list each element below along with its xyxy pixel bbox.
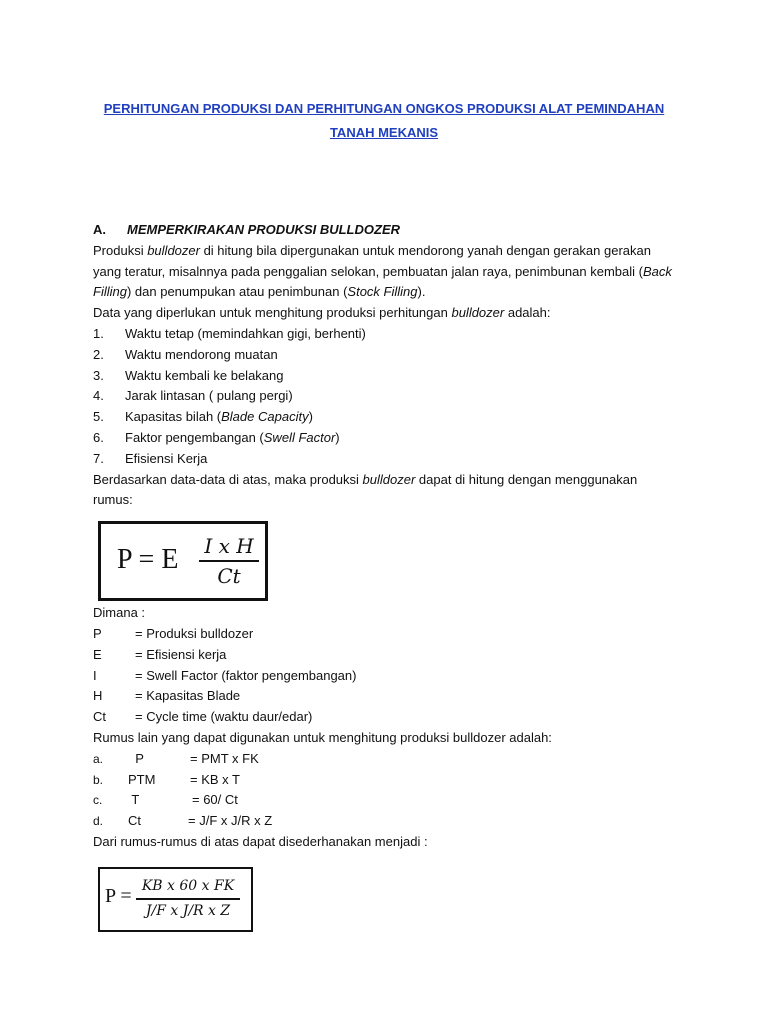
list-item-number: 3. [93, 367, 104, 383]
paragraph-text: dapat di hitung dengan menggunakan [415, 471, 638, 487]
list-item-number: 6. [93, 429, 104, 445]
definition-text: = Efisiensi kerja [135, 646, 227, 662]
list-item-text: ) [308, 409, 313, 425]
intro-emphasis: Stock Filling [347, 284, 418, 300]
list-item-emphasis: Swell Factor [263, 429, 336, 445]
formula-denominator: J/F x J/R x Z [145, 902, 231, 919]
list-item-number: 7. [93, 450, 104, 466]
formula-denominator: Ct [217, 564, 241, 588]
dimana-label: Dimana : [93, 605, 146, 621]
definition-symbol: I [93, 667, 97, 683]
formula-lhs: P = [105, 885, 132, 907]
formula-fraction [199, 533, 259, 589]
alt-formula-symbol: P [128, 750, 144, 766]
alt-formula-row [93, 811, 693, 832]
definition-row [93, 707, 693, 728]
intro-text: ) dan penumpukan atau penimbunan ( [126, 284, 348, 300]
definition-row [93, 645, 693, 666]
definition-list [93, 624, 693, 728]
intro-text: di hitung bila dipergunakan untuk mendorong yanah dengan gerakan gerakan [199, 242, 651, 258]
list-item-emphasis: Blade Capacity [221, 409, 309, 425]
intro-text: Produksi [93, 242, 148, 258]
intro-text: Data yang diperlukan untuk menghitung produksi perhitungan [93, 305, 452, 321]
fraction-bar [199, 560, 259, 562]
definition-text: = Cycle time (waktu daur/edar) [135, 709, 313, 725]
intro-emphasis: bulldozer [147, 242, 200, 258]
list-item-text: Jarak lintasan ( pulang pergi) [125, 388, 293, 404]
list-item-text: Efisiensi Kerja [125, 450, 208, 466]
intro-emphasis: Filling [93, 284, 127, 300]
alt-formula-expression: = KB x T [190, 771, 240, 787]
alt-formula-index: a. [93, 751, 104, 766]
definition-symbol: Ct [93, 709, 106, 725]
intro-text: adalah: [504, 305, 551, 321]
list-item-text: Waktu mendorong muatan [125, 346, 278, 362]
definition-text: = Produksi bulldozer [135, 625, 254, 641]
list-item-text: ) [335, 429, 340, 445]
data-list [93, 324, 693, 470]
list-item [93, 449, 693, 470]
paragraph-emphasis: bulldozer [362, 471, 416, 487]
alt-formula-index: b. [93, 772, 104, 787]
list-item-number: 5. [93, 409, 104, 425]
definition-symbol: E [93, 646, 102, 662]
list-item-text: Faktor pengembangan ( [125, 429, 264, 445]
list-item [93, 366, 693, 387]
alt-formula-row [93, 749, 693, 770]
intro-emphasis: Back [642, 263, 672, 279]
list-item-number: 1. [93, 325, 104, 341]
definition-row [93, 686, 693, 707]
title-line-1[interactable]: PERHITUNGAN PRODUKSI DAN PERHITUNGAN ONGKOS PRODUKSI ALAT PEMINDAHAN [103, 101, 665, 116]
intro-line-3 [93, 282, 693, 303]
document-title[interactable] [60, 97, 708, 145]
alt-formula-expression: = PMT x FK [190, 750, 259, 766]
section-number: A. [93, 222, 106, 237]
list-item [93, 386, 693, 407]
formula-numerator: KB x 60 x FK [141, 878, 235, 894]
simplify-text: Dari rumus-rumus di atas dapat disederhanakan menjadi : [93, 833, 428, 849]
definition-text: = Swell Factor (faktor pengembangan) [135, 667, 357, 683]
list-item-text: Waktu kembali ke belakang [125, 367, 284, 383]
definition-text: = Kapasitas Blade [135, 688, 241, 704]
alt-formula-row [93, 770, 693, 791]
formula-fraction [136, 876, 240, 922]
definition-symbol: H [93, 688, 103, 704]
alt-formula-expression: = J/F x J/R x Z [188, 813, 273, 829]
after-list-line-1 [93, 470, 693, 491]
alt-formula-list [93, 749, 693, 832]
definition-row [93, 666, 693, 687]
production-formula-box [98, 521, 268, 601]
list-item [93, 407, 693, 428]
simplified-formula-box [98, 867, 253, 932]
intro-emphasis: bulldozer [451, 305, 505, 321]
list-item [93, 428, 693, 449]
alt-formula-expression: = 60/ Ct [192, 792, 238, 808]
section-heading [93, 220, 693, 241]
definition-symbol: P [93, 625, 102, 641]
formula-numerator: I x H [204, 534, 254, 558]
alt-formula-index: d. [93, 814, 104, 829]
intro-text: yang teratur, misalnnya pada penggalian selokan, pembuatan jalan raya, penimbunan kembali ( [93, 263, 643, 279]
intro-text: ). [417, 284, 426, 300]
list-item-number: 4. [93, 388, 104, 404]
section-heading-text: MEMPERKIRAKAN PRODUKSI BULLDOZER [127, 222, 400, 237]
intro-line-2 [93, 262, 693, 283]
fraction-bar [136, 898, 240, 900]
alt-formula-symbol: PTM [128, 771, 156, 787]
after-list-line-2: rumus: [93, 492, 133, 508]
alt-formula-symbol: Ct [128, 813, 141, 829]
alt-formula-symbol: T [128, 792, 140, 808]
paragraph-text: Berdasarkan data-data di atas, maka produksi [93, 471, 363, 487]
list-item-number: 2. [93, 346, 104, 362]
list-item [93, 324, 693, 345]
formula-lhs: P = E [117, 544, 179, 575]
list-item [93, 345, 693, 366]
intro-line-4 [93, 303, 693, 324]
title-line-2[interactable]: TANAH MEKANIS [329, 125, 439, 140]
list-item-text: Waktu tetap (memindahkan gigi, berhenti) [125, 325, 366, 341]
alt-formula-row [93, 790, 693, 811]
alt-formula-intro: Rumus lain yang dapat digunakan untuk menghitung produksi bulldozer adalah: [93, 729, 552, 745]
intro-line-1 [93, 241, 693, 262]
list-item-text: Kapasitas bilah ( [125, 409, 222, 425]
definition-row [93, 624, 693, 645]
alt-formula-index: c. [93, 793, 103, 808]
